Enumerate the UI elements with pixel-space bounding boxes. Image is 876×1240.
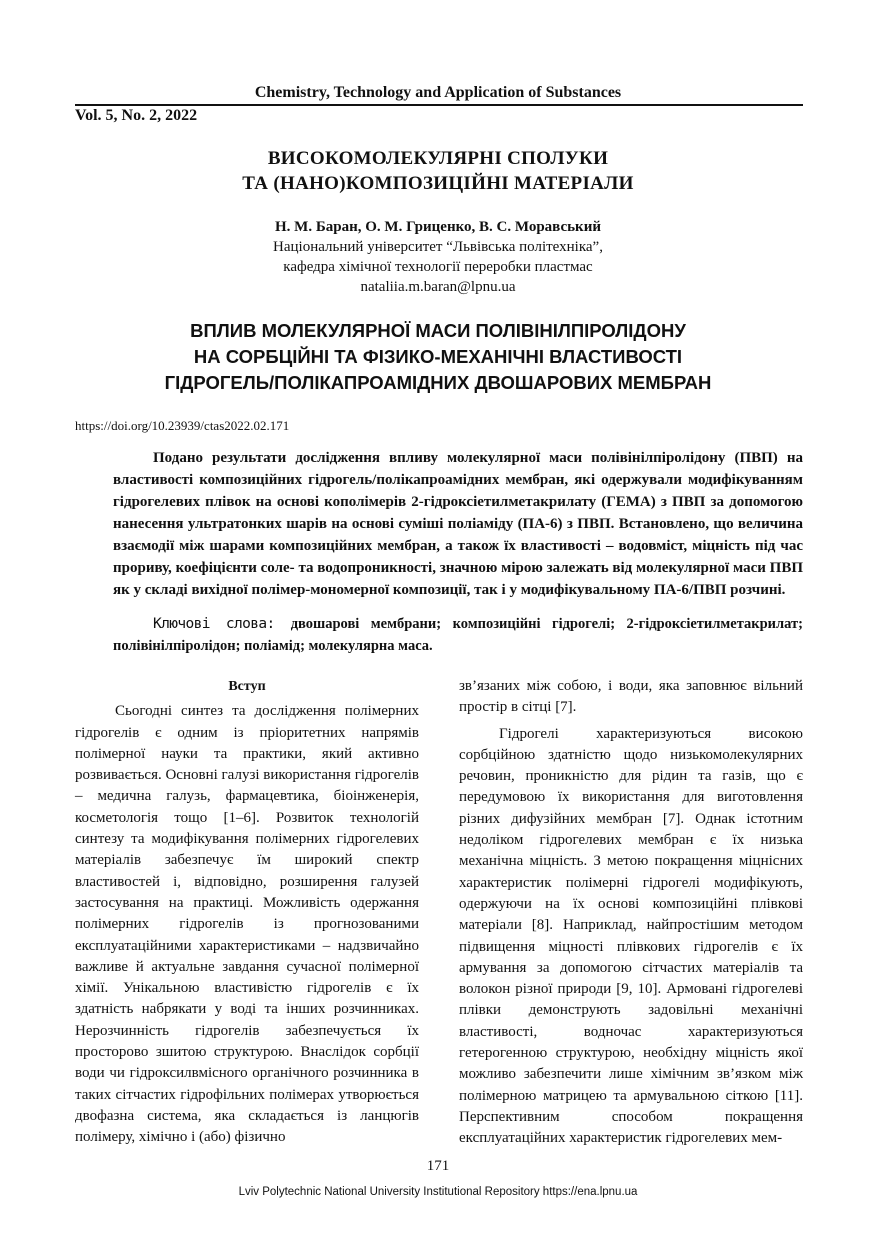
abstract: Подано результати дослідження впливу молекулярної маси полівінілпіролідону (ПВП) на властивості композиційних гідрогель/полікапроамідних мембран, які одержували модифікуванням гідрогелевих плівок на основі кополімерів 2-гідроксіетилметакрилату (ГЕМА) з ПВП за допомогою нанесення ультратонких шарів на основі суміші поліаміду (ПА-6) з ПВП. Встановлено, що величина взаємодії між шарами композиційних мембран, а також їх властивості – водовміст, міцність під час прориву, коефіцієнти соле- та водопроникності, значною мірою залежать від молекулярної маси ПВП як у складі вихідної полімер-мономерної композиції, так і у модифікувальному ПА-6/ПВП розчині. [113, 450, 803, 598]
repository-footer[interactable]: Lviv Polytechnic National University Institutional Repository https://ena.lpnu.ua [238, 1186, 638, 1198]
affiliation-department: кафедра хімічної технології переробки пластмас [283, 259, 593, 275]
body-paragraph-continuation: зв’язаних між собою, і води, яка заповнює вільний простір в сітці [7]. [459, 678, 803, 716]
section-title [0, 146, 876, 196]
article-title-line: ВПЛИВ МОЛЕКУЛЯРНОЇ МАСИ ПОЛІВІНІЛПІРОЛІДОНУ [190, 320, 686, 341]
section-title-line: ТА (НАНО)КОМПОЗИЦІЙНІ МАТЕРІАЛИ [242, 173, 634, 194]
authors-block [0, 217, 876, 297]
keywords [113, 613, 803, 657]
volume-info: Vol. 5, No. 2, 2022 [75, 107, 198, 124]
author-email[interactable]: nataliia.m.baran@lpnu.ua [360, 279, 516, 295]
author-names: Н. М. Баран, О. М. Гриценко, В. С. Моравський [275, 219, 601, 235]
doi-link[interactable]: https://doi.org/10.23939/ctas2022.02.171 [75, 418, 290, 433]
body-paragraph: Гідрогелі характеризуються високою сорбційною здатністю щодо низькомолекулярних речовин, проникністю для рідин та газів, що є передумовою їх використання для виготовлення різних дифузійних мембран [7]. Однак істотним недоліком гідрогелевих мембран є їх низька механічна міцність. З метою покращення міцнісних характеристик полімерні гідрогелі модифікують, одержуючи на їх основі композиційні плівкові матеріали [8]. Наприклад, найпростішим методом підвищення міцності плівкових гідрогелів є їх армування за допомогою сітчастих матеріалів та волокон різної природи [9, 10]. Армовані гідрогелеві плівки демонструють задовільні механічні властивості, водночас характеризуються гетерогенною структурою, необхідну міцність якої можливо забезпечити лише хімічним зв’язком між полімерною матрицею та армувальною сіткою [11]. Перспективним способом покращення експлуатаційних характеристик гідрогелевих мем- [459, 725, 803, 1147]
header-rule [75, 104, 803, 106]
affiliation: Національний університет “Львівська політехніка”, [273, 239, 603, 255]
keywords-text: двошарові мембрани; композиційні гідрогелі; 2-гідроксіетилметакрилат; полівінілпіролідон; поліамід; молекулярна маса. [113, 616, 803, 654]
intro-heading: Вступ [228, 679, 266, 694]
journal-title: Chemistry, Technology and Application of Substances [254, 84, 622, 101]
left-column [75, 676, 419, 1149]
body-paragraph: Сьогодні синтез та дослідження полімерних гідрогелів є одним із пріоритетних напрямів полімерної науки та практики, який активно розвивається. Основні галузі використання гідрогелів – медична галузь, фармацевтика, біоінженерія, косметологія тощо [1–6]. Розвиток технологій синтезу та модифікування полімерних гідрогелевих матеріалів забезпечує їм широкий спектр властивостей і, відповідно, розширення галузей застосування на практиці. Можливість одержання полімерних гідрогелів із прогнозованими експлуатаційними характеристиками – надзвичайно важливе й актуальне завдання сучасної полімерної хімії. Унікальною властивістю гідрогелів є їх здатність набрякати у воді та інших розчинниках. Нерозчинність гідрогелів забезпечується їх просторово зшитою структурою. Внаслідок сорбції води чи гідроксилвмісного органічного розчинника в таких сітчастих гідрофільних полімерах утворюється двофазна система, яка складається із ланцюгів полімеру, хімічно і (або) фізично [75, 703, 420, 1146]
section-title-line: ВИСОКОМОЛЕКУЛЯРНІ СПОЛУКИ [267, 148, 609, 169]
keywords-label: Ключові слова: [153, 616, 275, 632]
article-title [0, 318, 876, 396]
article-title-line: НА СОРБЦІЙНІ ТА ФІЗИКО-МЕХАНІЧНІ ВЛАСТИВОСТІ [193, 346, 683, 367]
article-title-line: ГІДРОГЕЛЬ/ПОЛІКАПРОАМІДНИХ ДВОШАРОВИХ МЕМБРАН [164, 372, 712, 393]
right-column [459, 676, 803, 1150]
page-number: 171 [426, 1158, 450, 1174]
